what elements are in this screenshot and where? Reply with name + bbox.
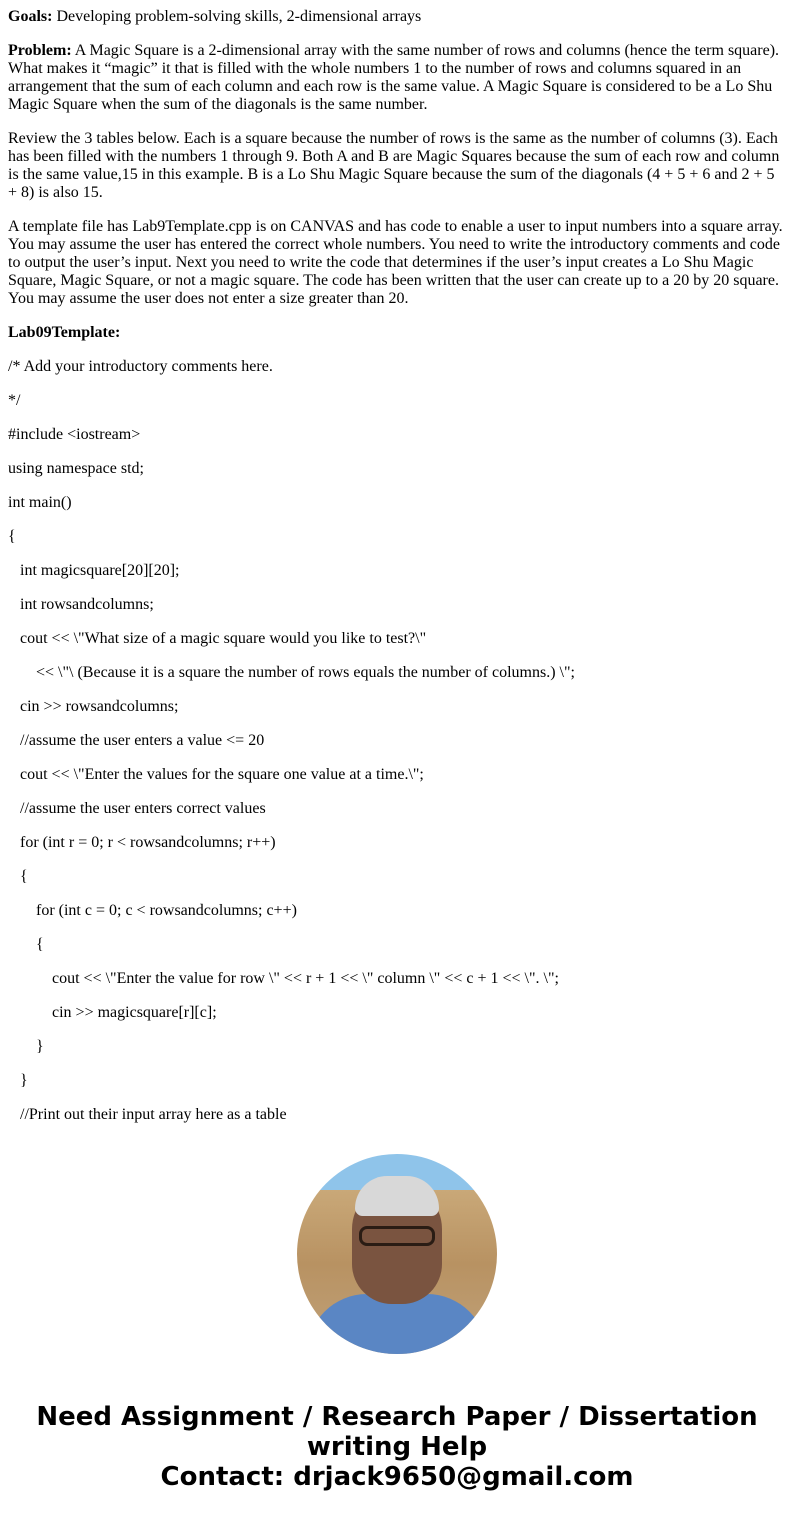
code-line: /* Add your introductory comments here.	[8, 358, 273, 375]
template-heading-text: Lab09Template:	[8, 324, 121, 341]
code-line: cin >> rowsandcolumns;	[20, 698, 179, 715]
code-line: for (int c = 0; c < rowsandcolumns; c++)	[36, 902, 297, 919]
goals-text: Developing problem-solving skills, 2-dimensional arrays	[52, 8, 422, 25]
code-line: for (int r = 0; r < rowsandcolumns; r++)	[20, 834, 276, 851]
banner-contact: Contact: drjack9650@gmail.com	[160, 1462, 634, 1492]
code-line: cout << \"What size of a magic square would you like to test?\"	[20, 630, 427, 647]
problem-paragraph	[8, 42, 786, 114]
banner-headline: Need Assignment / Research Paper / Dissertation writing Help	[36, 1402, 758, 1462]
code-line: }	[20, 1072, 28, 1089]
code-line: //assume the user enters correct values	[20, 800, 266, 817]
code-line: using namespace std;	[8, 460, 144, 477]
code-line: cin >> magicsquare[r][c];	[52, 1004, 217, 1021]
contact-banner	[8, 1402, 786, 1492]
code-line: */	[8, 392, 21, 409]
code-listing	[8, 358, 786, 1124]
problem-label: Problem:	[8, 42, 72, 59]
review-paragraph: Review the 3 tables below. Each is a square because the number of rows is the same as the number of columns (3). Each has been filled with the numbers 1 through 9. Both A and B are Magic Squares because the sum of each row and column is the same value,15 in this example. B is a Lo Shu Magic Square because the sum of the diagonals (4 + 5 + 6 and 2 + 5 + 8) is also 15.	[8, 130, 780, 201]
code-line: {	[20, 868, 28, 885]
code-line: int magicsquare[20][20];	[20, 562, 180, 579]
code-line: #include <iostream>	[8, 426, 141, 443]
code-line: {	[36, 936, 44, 953]
avatar-glasses	[359, 1226, 435, 1246]
template-info-paragraph: A template file has Lab9Template.cpp is on CANVAS and has code to enable a user to input numbers into a square array. You may assume the user has entered the correct whole numbers. You need to write the introductory comments and code to output the user’s input. Next you need to write the code that determines if the user’s input creates a Lo Shu Magic Square, Magic Square, or not a magic square. The code has been written that the user can create up to a 20 by 20 square. You may assume the user does not enter a size greater than 20.	[8, 218, 783, 307]
code-line: {	[8, 528, 16, 545]
code-line: cout << \"Enter the value for row \" << r + 1 << \" column \" << c + 1 << \". \";	[52, 970, 559, 987]
code-line: //Print out their input array here as a table	[20, 1106, 287, 1123]
problem-text: A Magic Square is a 2-dimensional array with the same number of rows and columns (hence the term square). What makes it “magic” it that is filled with the whole numbers 1 to the number of rows and columns squared in an arrangement that the sum of each column and each row is the same value. A Magic Square is considered to be a Lo Shu Magic Square when the sum of the diagonals is the same number.	[8, 42, 780, 113]
code-line: int rowsandcolumns;	[20, 596, 154, 613]
author-avatar	[297, 1154, 497, 1354]
avatar-hair	[355, 1176, 439, 1216]
code-line: //assume the user enters a value <= 20	[20, 732, 265, 749]
author-photo-container	[8, 1154, 786, 1354]
code-line: int main()	[8, 494, 72, 511]
code-line: }	[36, 1038, 44, 1055]
code-line: cout << \"Enter the values for the square one value at a time.\";	[20, 766, 424, 783]
goals-paragraph	[8, 8, 786, 26]
template-heading	[8, 324, 786, 342]
code-line: << \"\ (Because it is a square the number of rows equals the number of columns.) \";	[36, 664, 575, 681]
goals-label: Goals:	[8, 8, 53, 25]
